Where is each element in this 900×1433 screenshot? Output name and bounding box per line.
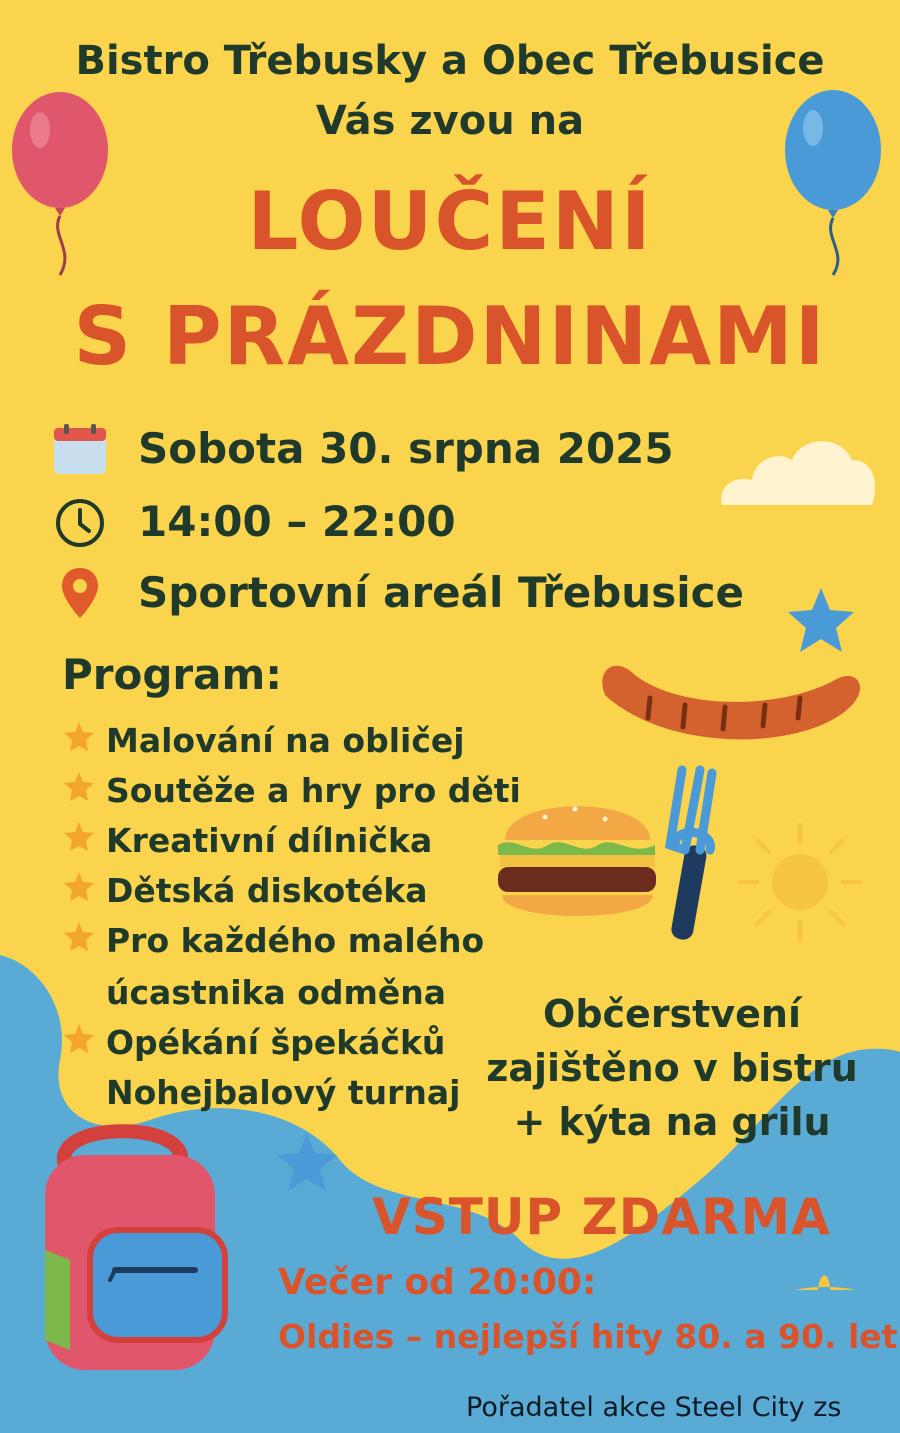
sun-icon	[735, 820, 865, 945]
burger-icon	[490, 775, 665, 930]
title-line-1: LOUČENÍ	[247, 175, 653, 268]
refreshments-line-3: + kýta na grilu	[513, 1100, 831, 1144]
star-icon	[274, 1130, 340, 1194]
list-item-label: Nohejbalový turnaj	[106, 1073, 461, 1112]
star-icon	[62, 770, 96, 804]
hat-icon	[790, 1258, 860, 1298]
entry-free: VSTUP ZDARMA	[372, 1188, 831, 1246]
program-heading: Program:	[62, 650, 283, 699]
event-time: 14:00 – 22:00	[138, 497, 456, 546]
list-item	[62, 716, 465, 766]
star-icon	[62, 720, 96, 754]
list-item	[62, 816, 432, 866]
refreshments-line-2: zajištěno v bistru	[486, 1046, 858, 1090]
list-item-label: Dětská diskotéka	[106, 871, 428, 910]
list-item-label: Soutěže a hry pro děti	[106, 771, 521, 810]
star-icon	[62, 1022, 96, 1056]
backpack-icon	[20, 1110, 230, 1380]
title-line-2: S PRÁZDNINAMI	[73, 290, 827, 383]
clock-icon	[54, 497, 106, 549]
star-icon	[785, 585, 857, 655]
cloud-icon	[712, 425, 882, 515]
location-pin-icon	[60, 566, 100, 620]
star-icon	[62, 920, 96, 954]
event-place: Sportovní areál Třebusice	[138, 568, 744, 617]
list-item	[62, 866, 428, 916]
list-item-label: Kreativní dílnička	[106, 821, 433, 860]
list-item	[62, 766, 521, 816]
list-item-label: Malování na obličej	[106, 721, 465, 760]
event-date: Sobota 30. srpna 2025	[138, 424, 674, 473]
list-item	[106, 968, 446, 1018]
organizer: Pořadatel akce Steel City zs	[466, 1392, 842, 1423]
refreshments-line-1: Občerstvení	[543, 992, 801, 1036]
star-icon	[62, 820, 96, 854]
calendar-icon	[52, 424, 108, 476]
star-icon	[62, 870, 96, 904]
list-item	[62, 1018, 445, 1068]
header-line-2: Vás zvou na	[315, 98, 585, 144]
evening-line-2: Oldies – nejlepší hity 80. a 90. let	[278, 1317, 898, 1356]
header-line-1: Bistro Třebusky a Obec Třebusice	[75, 38, 825, 84]
list-item	[62, 916, 484, 966]
evening-line-1: Večer od 20:00:	[278, 1262, 597, 1303]
list-item-label: Opékání špekáčků	[106, 1023, 446, 1062]
list-item-label: Pro každého malého	[106, 921, 485, 960]
list-item-label: úcastnika odměna	[106, 973, 447, 1012]
